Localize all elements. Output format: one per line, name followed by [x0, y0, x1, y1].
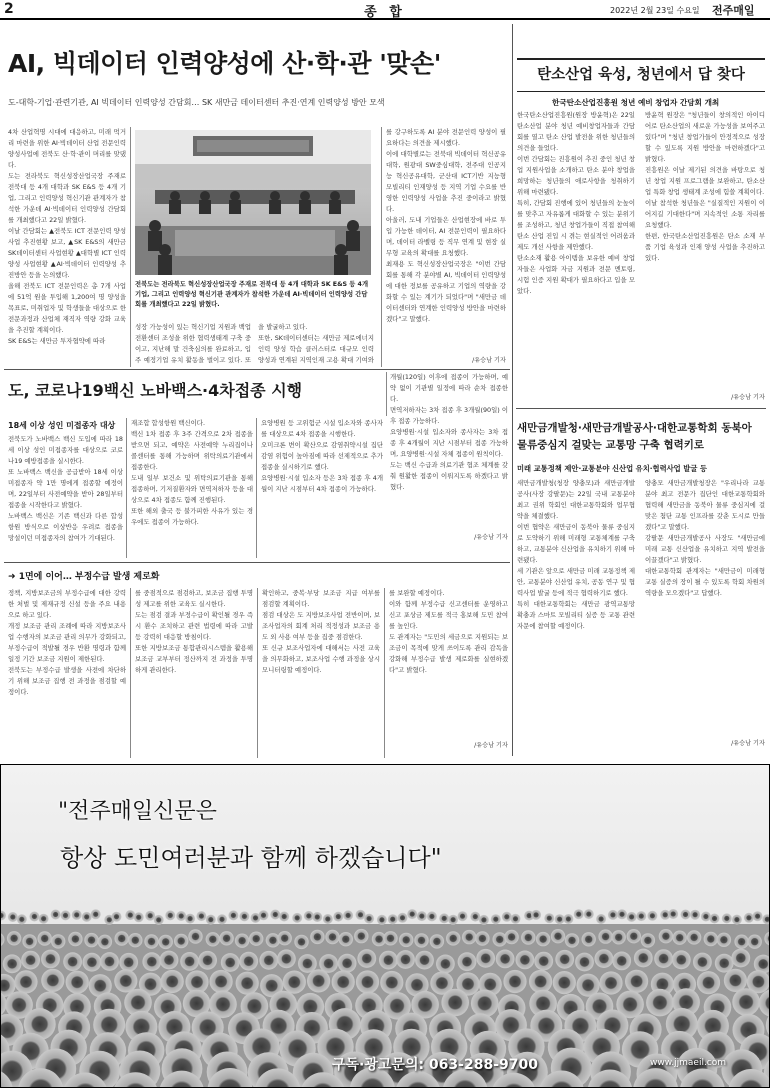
sunflower-shape [491, 914, 501, 924]
news3-column-1: 정책, 지방보조금의 부정수급에 대한 강력한 처벌 및 제재규정 신설 등을 주요 내용으로 하고 있다. 개정 보조금 관리 조례에 따라 지방보조사업 수행자의 보조금 관리 의무가 강화되고, 부정수급이 적발될 경우 반환 명령과 함께 일정 기간 보조금 지원이 제한된다. 전북도는 부정수급 발생을 사전에 차단하기 위해 보조금 집행 전 과정을 점검할 예정이다. [8, 589, 126, 696]
side1-byline: /유승남 기자 [731, 394, 765, 401]
sunflower-shape [471, 990, 499, 1018]
sunflower-shape [681, 910, 691, 920]
sunflower-shape [599, 971, 622, 994]
news3-headline-row [8, 569, 378, 582]
newspaper-ad [0, 764, 770, 1088]
sunflower-shape [160, 951, 179, 970]
issue-date: 2022년 2월 23일 수요일 [610, 6, 700, 15]
sunflower-shape [259, 951, 278, 970]
sunflower-shape [356, 970, 379, 993]
sunflower-shape [534, 952, 553, 971]
sunflower-shape [439, 913, 449, 923]
sunflower-shape [338, 954, 357, 973]
sunflower-shape [448, 915, 458, 925]
sunflower-shape [383, 931, 397, 945]
sunflower-shape [112, 912, 122, 922]
sunflower-shape [210, 970, 233, 993]
sunflower-shape [668, 909, 678, 919]
sunflower-shape [22, 934, 36, 948]
sunflower-shape [734, 935, 748, 949]
sunflower-shape [3, 954, 22, 973]
sunflower-shape [574, 909, 584, 919]
sunflower-shape [228, 910, 238, 920]
sunflower-shape [176, 911, 186, 921]
sunflower-shape [98, 935, 112, 949]
sunflower-shape [312, 912, 322, 922]
sunflower-shape [493, 932, 507, 946]
sunflower-shape [278, 931, 292, 945]
masthead-brand: 전주매일 [712, 4, 755, 17]
sunflower-shape [333, 912, 343, 922]
sunflower-shape [134, 912, 144, 922]
sunflower-shape [701, 912, 711, 922]
sunflower-shape [145, 911, 155, 921]
sunflower-shape [174, 934, 188, 948]
side2-column-2: 양충모 새만금개발청장은 "우리나라 교통분야 최고 전문가 집단인 대한교통학회와 협력해 새만금을 동북아 물류 중심지에 걸맞은 첨단 교통 인프라를 갖춘 도시로 만들겠다"고 말했다. 강팔문 새만금개발공사 사장도 "새만금에 미래 교통 신산업을 유치하고 지역 발전을 이끌겠다"고 밝혔다. 대한교통학회 관계자는 "새만금이 미래형 교통 실증의 장이 될 수 있도록 학회 차원의 역량을 모으겠다"고 답했다. [645, 479, 765, 597]
sunflower-shape [83, 953, 102, 972]
sunflower-shape [236, 972, 259, 995]
sunflower-shape [544, 913, 554, 923]
side2-column-1: 새만금개발청(청장 양충모)과 새만금개발공사(사장 강팔문)는 22일 국내 교통분야 최고 권위 학회인 대한교통학회와 업무협약을 체결했다. 이번 협약은 새만금이 동북아 물류 중심지로 도약하기 위해 미래형 교통체계를 구축하고, 교통분야 신산업을 유치하기 위해 마련됐다. 세 기관은 앞으로 새만금 미래 교통정책 제안, 교통분야 신산업 유치, 공동 연구 및 협력사업 발굴 등에 적극 협력하기로 했다. 특히 대한교통학회는 새만금 광역교통망 확충과 스마트 모빌리티 실증 등 교통 관련 자문에 참여할 예정이다. [517, 479, 635, 630]
news3-headline: 1면에 이어… 부정수급 발생 제로화 [18, 572, 160, 582]
news2-column-4: 개월(120일) 이후에 접종이 가능하며, 예약 없이 기관별 일정에 따라 순차 접종한다. 면역저하자는 3차 접종 후 3개월(90일) 이후 접종 가능하다. 요양병원·시설 입소자와 종사자는 3차 접종 후 4개월이 지난 시점부터 접종 가능하며, 요양병원·시설 자체 접종이 원칙이다. 도는 백신 수급과 의료기관 협조 체계를 갖춰 원활한 접종이 이뤄지도록 하겠다고 밝혔다. [390, 373, 508, 491]
sunflower-shape [249, 932, 263, 946]
sunflower-shape [641, 933, 655, 947]
sunflower-shape [41, 969, 64, 992]
sunflower-shape [128, 933, 142, 947]
sunflower-shape [596, 914, 606, 924]
sunflower-shape [584, 909, 594, 919]
sunflower-shape [687, 930, 701, 944]
sunflower-shape [575, 953, 594, 972]
sunflower-shape [283, 971, 306, 994]
sunflower-shape [531, 910, 541, 920]
sunflower-shape [654, 949, 673, 968]
sunflower-shape [188, 929, 202, 943]
sunflower-shape [51, 934, 65, 948]
sunflower-shape [398, 913, 408, 923]
news3-byline: /유승남 기자 [474, 742, 508, 749]
sunflower-shape [294, 935, 308, 949]
page-header [0, 0, 770, 20]
sunflower-shape [647, 911, 657, 921]
sunflower-shape [511, 914, 521, 924]
sunflower-shape [292, 913, 302, 923]
sunflower-shape [259, 910, 269, 920]
sunflower-shape [502, 912, 512, 922]
meeting-room-image [135, 130, 371, 275]
sunflower-shape [612, 930, 626, 944]
sunflower-shape [553, 971, 576, 994]
sunflower-shape [731, 949, 750, 968]
sunflower-shape [298, 954, 317, 973]
lead-column-3: 을 발굴하고 있다. 또한, SK데이터센터는 새만금 제로에너지 인력 양성 학습 클러스터로 대규모 인력 양성과 연계된 지역인재 고용 확대 기여와 [258, 323, 374, 364]
side1-subhead: 한국탄소산업진흥원 청년 예비 창업자 간담회 개최 [552, 98, 720, 107]
sunflower-shape [627, 912, 637, 922]
sunflower-shape [388, 914, 398, 924]
lead-column-4: 를 강구하도록 AI 분야 전문인력 양성이 필요하다는 의견을 제시했다. 이에 대학별로는 전북대 빅데이터 혁신공유대학, 원광대 SW중심대학, 전주대 인공지능 혁신공유대학, 군산대 ICT기반 지능형 모빌리티 인재양성 등 지역 기업 수요를 반영한 인력양성 사업을 추진 중이라고 밝혔다. 아울러, 도내 기업들은 산업현장에 바로 투입 가능한 데이터, AI 전문인력이 필요하다며, 데이터 라벨링 등 직무 연계 및 현장 실무형 교육의 확대를 요청했다. 최재용 도 혁신성장산업국장은 "이번 간담회를 통해 각 분야별 AI, 빅데이터 인력양성에 대한 정보를 공유하고 기업의 역량을 강화할 수 있는 계기가 되었다"며 "새만금 데이터센터와 연계한 인력양성 방안을 마련하겠다"고 말했다. [386, 128, 506, 323]
sunflower-shape [196, 911, 206, 921]
sunflower-shape [279, 912, 289, 922]
news2-column-2: 재조합 합성항원 백신이다. 백신 1차 접종 후 3주 간격으로 2차 접종을 받으면 되고, 예약은 사전예약 누리집이나 콜센터를 통해 가능하며 위탁의료기관에서 접종한다. 도내 일부 보건소 및 위탁의료기관을 통해 접종하며, 기저질환자와 면역저하자 등을 대상으로 4차 접종도 함께 진행된다. 또한 해외 출국 등 불가피한 사유가 있는 경우에도 접종이 가능하다. [131, 419, 253, 526]
sunflower-shape [239, 952, 258, 971]
sunflower-shape [521, 930, 535, 944]
sunflower-shape [634, 949, 653, 968]
sunflower-shape [72, 910, 82, 920]
sunflower-shape [551, 929, 565, 943]
sunflower-shape [396, 950, 415, 969]
section-title: 종 합 [364, 5, 406, 20]
ad-url: www.jjmaeil.com [650, 1058, 727, 1068]
sunflower-shape [636, 911, 646, 921]
sunflower-shape [476, 949, 495, 968]
sunflower-shape [529, 970, 552, 993]
news2-column-3: 요양병원 등 고위험군 시설 입소자와 종사자를 대상으로 4차 접종을 시행한다. 오미크론 변이 확산으로 감염취약시설 집단감염 위험이 높아짐에 따라 선제적으로 추가접종을 실시하기로 했다. 요양병원·시설 입소자 등은 3차 접종 후 4개월이 지난 시점부터 4차 접종이 가능하다. [261, 419, 383, 493]
ad-slogan-line-2: 항상 도민여러분과 함께 하겠습니다" [60, 844, 442, 872]
sunflower-shape [307, 969, 330, 992]
sunflower-shape [673, 931, 687, 945]
sunflower-shape [119, 953, 138, 972]
sunflower-shape [563, 914, 573, 924]
sunflower-shape [17, 914, 27, 924]
sunflower-shape [323, 914, 333, 924]
sunflower-shape [732, 988, 760, 1016]
page-number: 2 [4, 1, 14, 17]
ad-contact: 구독·광고문의: 063-288-9700 [332, 1057, 538, 1073]
sunflower-shape [458, 952, 477, 971]
news2-column-1: 전북도가 노바백스 백신 도입에 따라 18세 이상 성인 미접종자를 대상으로 코로나19 예방접종을 실시한다. 또 노바백스 백신을 공급받아 18세 이상 미접종자 약 1만 명에게 접종할 예정이며, 22일부터 사전예약을 받아 28일부터 접종을 시작한다고 밝혔다. 노바백스 백신은 기존 백신과 다른 합성항원 방식으로 이상반응 우려로 접종을 망설이던 미접종자의 참여가 기대된다. [8, 435, 123, 542]
sunflower-shape [646, 989, 674, 1017]
sunflower-shape [565, 933, 579, 947]
lead-column-1: 4차 산업혁명 시대에 대응하고, 미래 먹거리 마련을 위한 AI·빅데이터 산업 전문인력 양성사업에 전북도 산·학·관이 머리를 맞댔다. 도는 전라북도 혁신성장산업국장 주재로 전북대 등 4개 대학과 SK E&S 등 4개 기업, 그리고 인력양성 혁신기관 관계자가 참석한 가운데 AI·빅데이터 인력양성 간담회를 개최했다고 22일 밝혔다. 이날 간담회는 ▲전북도 ICT 전문인력 양성사업 추진현황 보고, ▲SK E&S의 새만금 SK데이터센터 사업현황 ▲대학별 ICT 인력양성 사업현황 ▲AI·빅데이터 인력양성 추진방안 등을 논의했다. 올해 전북도 ICT 전문인력은 총 7개 사업에 51억 원을 투입해 1,200여 명 양성을 목표로, 미취업자 및 학생들을 대상으로 한 전문과정과 산업체 재직자 역량 강화 교육을 추진할 계획이다. SK E&S는 새만금 투자협약에 따라 [8, 128, 126, 345]
sunflower-shape [41, 950, 60, 969]
news2-subhead: 18세 이상 성인 미접종자 대상 [8, 421, 116, 430]
sunflower-shape [125, 910, 135, 920]
sunflower-shape [417, 911, 427, 921]
sunflower-shape [672, 950, 691, 969]
sunflower-shape [595, 949, 614, 968]
sunflower-shape [690, 910, 700, 920]
sunflower-shape [627, 929, 641, 943]
sunflower-shape [325, 930, 339, 944]
lead-photo-caption: 전북도는 전라북도 혁신성장산업국장 주재로 전북대 등 4개 대학과 SK E&S 등 4개 기업, 그리고 인력양성 혁신기관 관계자가 참석한 가운데 AI·빅데이터 인력양성 간담회를 개최했다고 22일 밝혔다. [135, 281, 369, 308]
lead-headline: AI, 빅데이터 인력양성에 산·학·관 '맞손' [8, 49, 441, 78]
news3-column-3: 확인하고, 중복·부당 보조금 지급 여부를 점검할 계획이다. 점검 대상은 도 지방보조사업 전반이며, 보조사업자의 회계 처리 적정성과 보조금 용도 외 사용 여부 등을 집중 점검한다. 또 신규 보조사업자에 대해서는 사전 교육을 의무화하고, 보조사업 수행 과정을 상시 모니터링할 예정이다. [262, 589, 380, 674]
sunflower-shape [415, 951, 434, 970]
sunflower-shape [7, 931, 21, 945]
sunflower-shape [414, 933, 428, 947]
sunflower-shape [154, 915, 164, 925]
lead-byline: /유승남 기자 [472, 357, 506, 364]
sunflower-shape [91, 909, 101, 919]
sunflower-shape [555, 950, 574, 969]
side2-subhead: 미래 교통정책 제안·교통분야 신산업 유치·협력사업 발굴 등 [517, 464, 707, 473]
sunflower-shape [555, 914, 565, 924]
sunflower-shape [748, 935, 762, 949]
news3-column-2: 를 중점적으로 점검하고, 보조금 집행 투명성 제고를 위한 교육도 실시한다. 도는 점검 결과 부정수급이 확인될 경우 즉시 환수 조치하고 관련 법령에 따라 고발 등 강력히 대응할 방침이다. 또한 지방보조금 통합관리시스템을 활용해 보조금 교부부터 정산까지 전 과정을 투명하게 관리한다. [135, 589, 253, 674]
news2-headline: 도, 코로나19백신 노바백스·4차접종 시행 [8, 381, 303, 400]
sunflower-shape [82, 912, 92, 922]
sunflower-shape [458, 911, 468, 921]
sunflower-shape [722, 913, 732, 923]
side1-column-2: 방윤혁 원장은 "청년들이 창의적인 아이디어로 탄소산업의 새로운 가능성을 보여주고 있다"며 "청년 창업가들이 안정적으로 성장할 수 있도록 지원 방안을 마련하겠다"고 밝혔다. 진흥원은 이날 제기된 의견을 바탕으로 청년 창업 지원 프로그램을 보완하고, 탄소산업 특화 창업 생태계 조성에 힘쓸 계획이다. 이날 참석한 청년들은 "실질적인 지원이 이어지길 기대한다"며 지속적인 소통 자리를 요청했다. 한편, 한국탄소산업진흥원은 탄소 소재 부품 기업 육성과 인재 양성 사업을 추진하고 있다. [645, 111, 765, 262]
side1-column-1: 한국탄소산업진흥원(원장 방윤혁)은 22일 탄소산업 분야 청년 예비창업자들과 간담회를 열고 탄소 산업 발전을 위한 청년들의 의견을 들었다. 이번 간담회는 진흥원이 추진 중인 청년 창업 지원사업을 소개하고 탄소 분야 창업을 희망하는 청년들의 애로사항을 청취하기 위해 마련됐다. 특히, 간담회 진행에 있어 청년들의 눈높이를 맞추고 자유롭게 대화할 수 있는 분위기를 조성하고, 청년 창업가들이 직접 참여해 탄소 산업 진입 시 겪는 현실적인 어려움과 제도 개선 사항을 제안했다. 탄소소재 활용 아이템을 보유한 예비 창업자들은 사업화 자금 지원과 전문 멘토링, 시험 인증 지원 확대가 필요하다고 입을 모았다. [517, 111, 635, 295]
sunflower-shape [496, 950, 515, 969]
arrow-right-icon: ➜ [8, 572, 16, 582]
sunflower-shape [427, 911, 437, 921]
sunflower-shape [744, 913, 754, 923]
sunflower-shape [219, 931, 233, 945]
sunflower-shape [144, 934, 158, 948]
sunflower-shape [51, 910, 61, 920]
sunflower-shape [693, 953, 712, 972]
sunflower-shape [142, 952, 161, 971]
sunflower-shape [84, 933, 98, 947]
sunflower-shape [66, 971, 89, 994]
sunflower-shape [161, 970, 184, 993]
sunflower-shape [407, 909, 417, 919]
sunflower-shape [617, 909, 627, 919]
sunflower-shape [165, 910, 175, 920]
sunflower-shape [277, 949, 296, 968]
ad-slogan-line-1: "전주매일신문은 [58, 799, 217, 824]
sunflower-shape [68, 932, 82, 946]
sunflower-shape [598, 929, 612, 943]
sunflower-shape [100, 952, 119, 971]
sunflower-shape [239, 911, 249, 921]
sunflower-shape [516, 951, 535, 970]
sunflower-shape [14, 970, 37, 993]
sunflower-shape [379, 951, 398, 970]
sunflower-shape [354, 929, 368, 943]
sunflower-shape [304, 911, 314, 921]
sunflower-shape [270, 910, 280, 920]
sunflower-shape [704, 932, 718, 946]
sunflower-shape [399, 933, 413, 947]
side2-headline: 새만금개발청·새만금개발공사·대한교통학회 동북아 물류중심지 걸맞는 교통망 구축 협력키로 [517, 422, 752, 451]
sunflower-shape [462, 930, 476, 944]
lead-subhead: 도-대학-기업·관련기관, AI 빅데이터 인력양성 간담회… SK 새만금 데이터센터 추진·연계 인력양성 방안 모색 [8, 98, 385, 107]
sunflower-shape [198, 951, 217, 970]
sunflower-shape [430, 934, 444, 948]
sunflower-shape [339, 932, 353, 946]
sunflower-shape [38, 931, 52, 945]
sunflower-shape [697, 971, 720, 994]
sunflower-shape [332, 970, 355, 993]
sunflower-shape [114, 969, 137, 992]
sunflower-shape [475, 931, 489, 945]
sunflower-shape [217, 914, 227, 924]
sunflower-shape [206, 932, 220, 946]
sunflower-shape [470, 912, 480, 922]
sunflower-shape [659, 929, 673, 943]
side1-headline-box [517, 58, 765, 92]
sunflower-shape [380, 971, 403, 994]
sunflower-shape [356, 910, 366, 920]
sunflower-shape [441, 989, 469, 1017]
sunflower-shape [180, 952, 199, 971]
sunflower-shape [446, 931, 460, 945]
sunflower-shape [63, 952, 82, 971]
sunflower-shape [436, 955, 455, 974]
sunflower-shape [717, 933, 731, 947]
lead-photo [135, 130, 371, 275]
sunflower-shape [185, 914, 195, 924]
sunflower-shape [61, 910, 71, 920]
sunflower-shape [39, 914, 49, 924]
sunflower-shape [159, 935, 173, 949]
sunflower-shape [612, 952, 631, 971]
sunflower-shape [29, 912, 39, 922]
sunflower-shape [608, 910, 618, 920]
sunflower-shape [503, 970, 526, 993]
sunflower-shape [536, 932, 550, 946]
sunflower-shape [343, 910, 353, 920]
sunflower-shape [206, 915, 216, 925]
sunflower-shape [115, 931, 129, 945]
news3-column-4: 를 보완할 예정이다. 이와 함께 부정수급 신고센터를 운영하고 신고 포상금 제도를 적극 홍보해 도민 참여를 높인다. 도 관계자는 "도민의 세금으로 지원되는 보조금이 목적에 맞게 쓰이도록 관리 감독을 강화해 부정수급 발생 제로화를 실현하겠다"고 밝혔다. [389, 589, 508, 674]
sunflower-shape [235, 934, 249, 948]
lead-column-2: 성장 가능성이 있는 혁신기업 지원과 백업전환센터 조성을 위한 협력생태계 구축 중이고, 지난해 말 건축심의를 완료하고, 입주 예정기업 유치 활동을 벌이고 있다. 또 [135, 323, 251, 364]
sunflower-shape [310, 930, 324, 944]
sunflower-shape [364, 914, 374, 924]
side1-headline: 탄소산업 육성, 청년에서 답 찾다 [537, 67, 745, 83]
sunflower-shape [504, 930, 518, 944]
sunflower-shape [732, 915, 742, 925]
sunflower-shape [582, 932, 596, 946]
news2-byline: /유승남 기자 [474, 534, 508, 541]
sunflower-shape [377, 915, 387, 925]
sunflower-shape [625, 970, 648, 993]
sunflower-shape [221, 953, 240, 972]
sunflower-shape [710, 914, 720, 924]
sunflower-shape [8, 912, 18, 922]
sunflower-shape [21, 951, 40, 970]
sunflower-shape [357, 949, 376, 968]
sunflower-shape [753, 911, 763, 921]
side2-byline: /유승남 기자 [731, 740, 765, 747]
sunflower-shape [479, 915, 489, 925]
